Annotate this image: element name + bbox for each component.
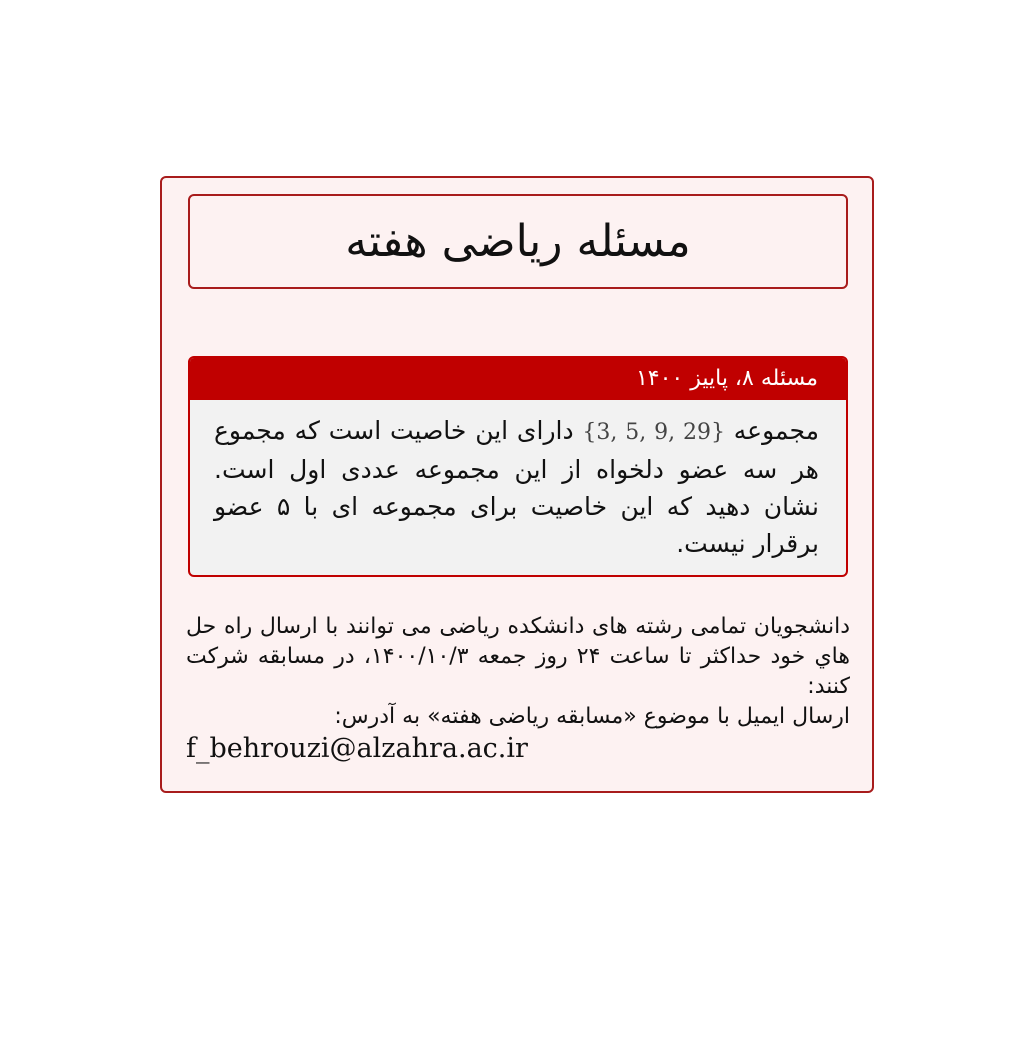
email-instruction: ارسال ایمیل با موضوع «مسابقه ریاضی هفته» به آدرس: <box>334 704 850 729</box>
title-box <box>188 194 848 289</box>
submission-info <box>186 612 850 766</box>
problem-statement <box>190 400 846 562</box>
submission-paragraph: دانشجویان تمامی رشته های دانشکده ریاضی می توانند با ارسال راه حل هاي خود حداکثر تا ساعت ۲۴ روز جمعه ۱۴۰۰/۱۰/۳، در مسابقه شرکت کنند: <box>186 614 850 699</box>
email-address: f_behrouzi@alzahra.ac.ir <box>186 733 528 764</box>
problem-set: {3, 5, 9, 29} <box>582 420 725 445</box>
problem-text-before-set: مجموعه <box>733 416 819 445</box>
problem-header: مسئله ۸، پاییز ۱۴۰۰ <box>190 358 846 400</box>
problem-box <box>188 356 848 577</box>
problem-text-after-set: دارای این خاصیت است که مجموع هر سه عضو دلخواه از این مجموعه عددی اول است. نشان دهید که این خاصیت برای مجموعه ای با ۵ عضو برقرار نیست. <box>214 416 819 558</box>
page-title: مسئله ریاضی هفته <box>345 215 691 267</box>
